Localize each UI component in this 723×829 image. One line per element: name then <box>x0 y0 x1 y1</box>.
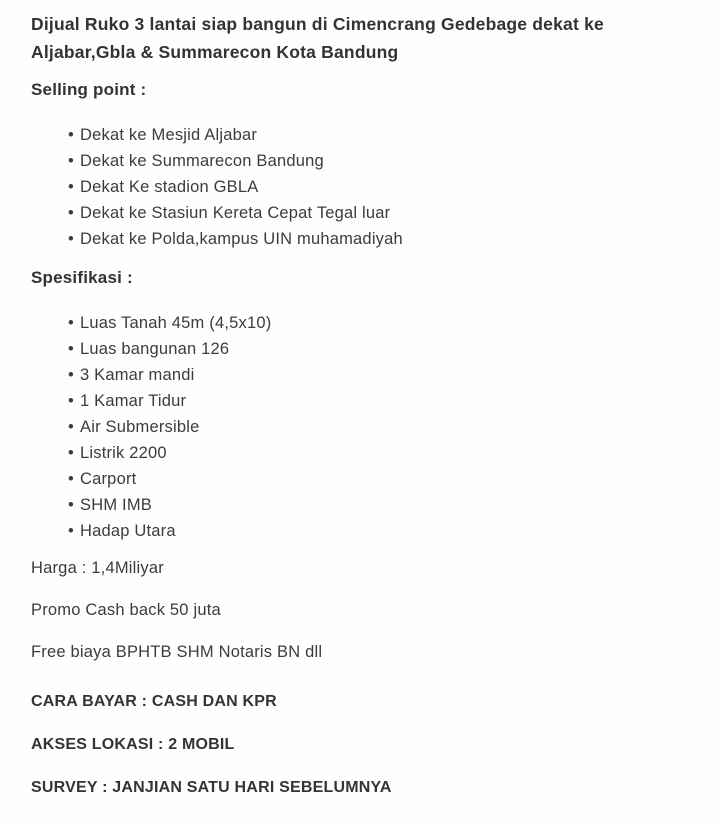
promo-line: Promo Cash back 50 juta <box>31 601 221 619</box>
price-line: Harga : 1,4Miliyar <box>31 559 164 577</box>
list-item: • 3 Kamar mandi <box>68 362 692 388</box>
list-item: • Dekat ke Stasiun Kereta Cepat Tegal luar <box>68 200 692 226</box>
list-item: • Dekat ke Summarecon Bandung <box>68 148 692 174</box>
payment-method-line: CARA BAYAR : CASH DAN KPR <box>31 693 277 710</box>
list-item: • SHM IMB <box>68 492 692 518</box>
list-item: • Air Submersible <box>68 414 692 440</box>
survey-line: SURVEY : JANJIAN SATU HARI SEBELUMNYA <box>31 779 392 796</box>
selling-point-heading: Selling point : <box>31 80 147 99</box>
list-item: • Luas Tanah 45m (4,5x10) <box>68 310 692 336</box>
list-item: • Hadap Utara <box>68 518 692 544</box>
list-item: • Dekat Ke stadion GBLA <box>68 174 692 200</box>
list-item: • Dekat ke Mesjid Aljabar <box>68 122 692 148</box>
access-line: AKSES LOKASI : 2 MOBIL <box>31 736 235 753</box>
list-item: • Listrik 2200 <box>68 440 692 466</box>
list-item: • Carport <box>68 466 692 492</box>
spesifikasi-heading: Spesifikasi : <box>31 268 133 287</box>
selling-point-list <box>31 122 692 252</box>
spesifikasi-list <box>31 310 692 544</box>
list-item: • Luas bangunan 126 <box>68 336 692 362</box>
free-fees-line: Free biaya BPHTB SHM Notaris BN dll <box>31 643 323 661</box>
list-item: • Dekat ke Polda,kampus UIN muhamadiyah <box>68 226 692 252</box>
listing-title: Dijual Ruko 3 lantai siap bangun di Cimencrang Gedebage dekat ke Aljabar,Gbla & Summarecon Kota Bandung <box>31 14 604 62</box>
list-item: • 1 Kamar Tidur <box>68 388 692 414</box>
